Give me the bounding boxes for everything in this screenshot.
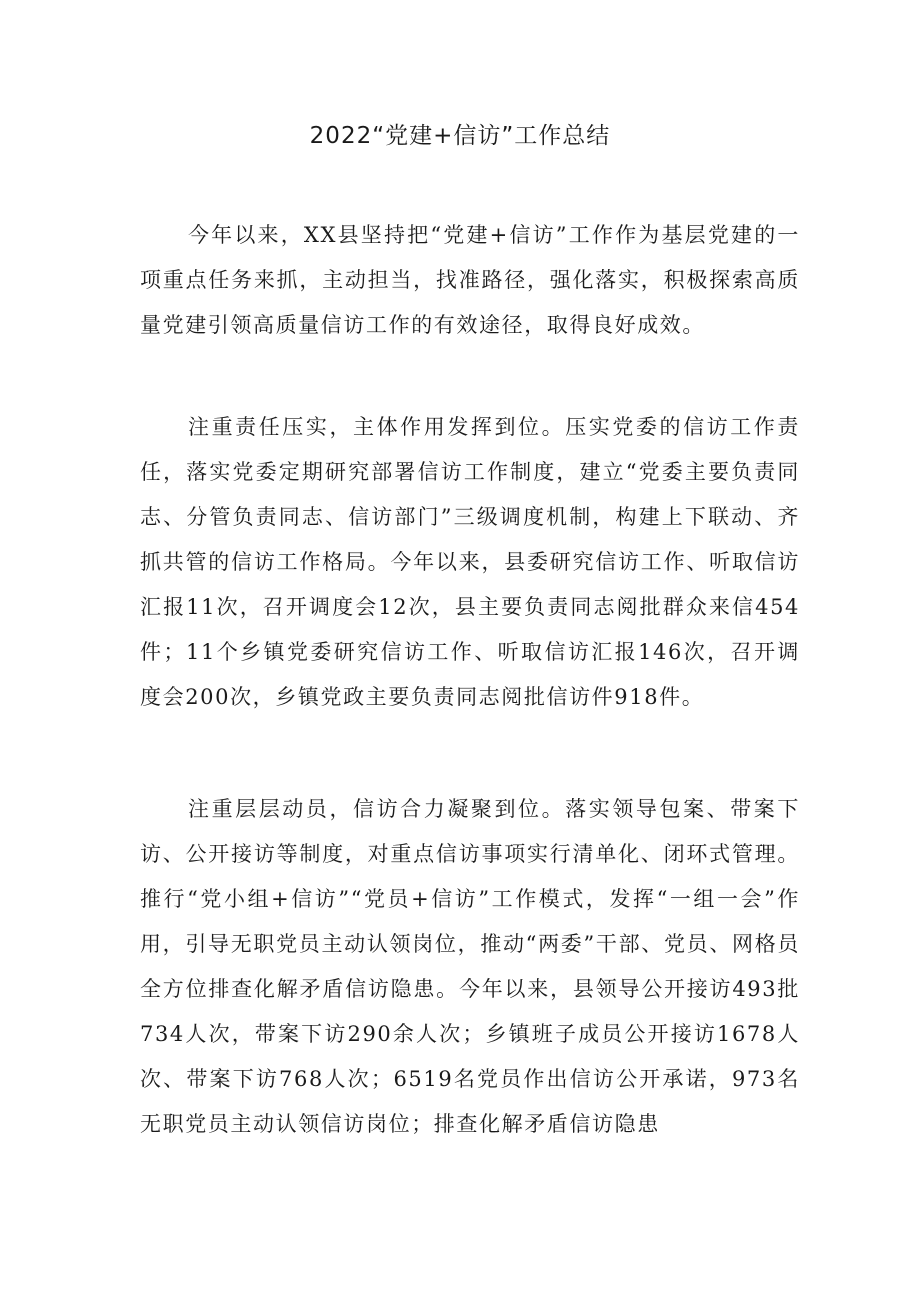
paragraph-intro: 今年以来，XX县坚持把“党建+信访”工作作为基层党建的一项重点任务来抓，主动担当，找准路径，强化落实，积极探索高质量党建引领高质量信访工作的有效途径，取得良好成效。 (140, 223, 800, 337)
paragraph-mobilization: 注重层层动员，信访合力凝聚到位。落实领导包案、带案下访、公开接访等制度，对重点信访事项实行清单化、闭环式管理。推行“党小组+信访”“党员+信访”工作模式，发挥“一组一会”作用，引导无职党员主动认领岗位，推动“两委”干部、党员、网格员全方位排查化解矛盾信访隐患。今年以来，县领导公开接访493批734人次，带案下访290余人次；乡镇班子成员公开接访1678人次、带案下访768人次；6519名党员作出信访公开承诺，973名无职党员主动认领信访岗位；排查化解矛盾信访隐患 (140, 797, 800, 1136)
document-title: 2022“党建+信访”工作总结 (309, 123, 611, 149)
paragraph-responsibility: 注重责任压实，主体作用发挥到位。压实党委的信访工作责任，落实党委定期研究部署信访工作制度，建立“党委主要负责同志、分管负责同志、信访部门”三级调度机制，构建上下联动、齐抓共管的信访工作格局。今年以来，县委研究信访工作、听取信访汇报11次，召开调度会12次，县主要负责同志阅批群众来信454件；11个乡镇党委研究信访工作、听取信访汇报146次，召开调度会200次，乡镇党政主要负责同志阅批信访件918件。 (140, 415, 800, 709)
